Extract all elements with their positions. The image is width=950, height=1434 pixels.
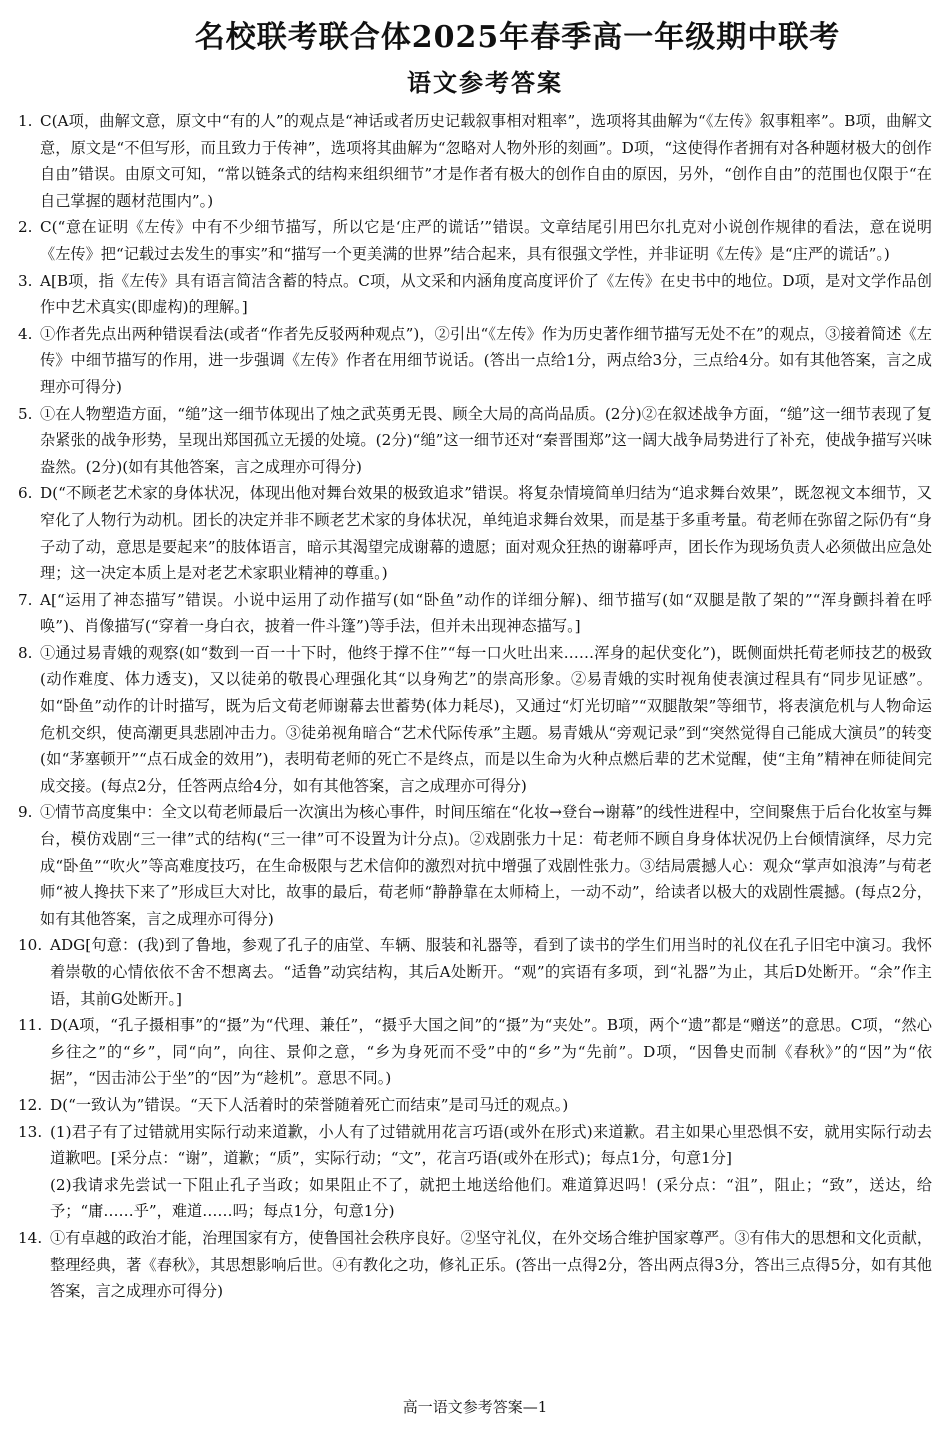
answer-item-11	[18, 1012, 932, 1092]
answer-text: A[“运用了神态描写”错误。小说中运用了动作描写(如“卧鱼”动作的详细分解)、细节描写(如“双腿是散了架的”“浑身颤抖着在呼唤”)、肖像描写(“穿着一身白衣，披着一件斗篷”)等手法，但并未出现神态描写。]	[40, 590, 932, 636]
answer-text: ADG[句意：(我)到了鲁地，参观了孔子的庙堂、车辆、服装和礼器等，看到了读书的学生们用当时的礼仪在孔子旧宅中演习。我怀着崇敬的心情依依不舍不想离去。“适鲁”动宾结构，其后A处断开。“观”的宾语有多项，到“礼器”为止，其后D处断开。“余”作主语，其前G处断开。]	[50, 936, 932, 1008]
answer-number: 3.	[18, 271, 33, 290]
answer-text: C(A项，曲解文意，原文中“有的人”的观点是“神话或者历史记载叙事相对粗率”，选项将其曲解为“《左传》叙事粗率”。B项，曲解文意，原文是“不但写形，而且致力于传神”，选项将其曲解为“忽略对人物外形的刻画”。D项，“这使得作者拥有对各种题材极大的创作自由”错误。由原文可知，“常以链条式的结构来组织细节”才是作者有极大的创作自由的原因，另外，“创作自由”的范围也仅限于“在自己掌握的题材范围内”。)	[40, 112, 932, 210]
answer-item-3	[18, 268, 932, 321]
answer-number: 9.	[18, 803, 33, 822]
answer-item-5	[18, 401, 932, 481]
answer-number: 12.	[18, 1095, 43, 1114]
answer-item-8	[18, 640, 932, 800]
answer-number: 6.	[18, 484, 33, 503]
answer-number: 2.	[18, 218, 33, 237]
answer-item-1	[18, 108, 932, 214]
answer-text-part-2: (2)我请求先尝试一下阻止孔子当政；如果阻止不了，就把土地送给他们。难道算迟吗！(采分点：“沮”，阻止；“致”，送达，给予；“庸……乎”，难道……吗；每点1分，句意1分)	[50, 1175, 932, 1221]
answer-text: ①有卓越的政治才能，治理国家有方，使鲁国社会秩序良好。②坚守礼仪，在外交场合维护国家尊严。③有伟大的思想和文化贡献，整理经典，著《春秋》，其思想影响后世。④有教化之功，修礼正乐。(答出一点得2分，答出两点得3分，答出三点得5分，如有其他答案，言之成理亦可得分)	[50, 1228, 932, 1301]
answer-text: D(A项，“孔子摄相事”的“摄”为“代理、兼任”，“摄乎大国之间”的“摄”为“夹处”。B项，两个“遗”都是“赠送”的意思。C项，“然心乡往之”的“乡”，同“向”，向往、景仰之意，“乡为身死而不受”中的“乡”为“先前”。D项，“因鲁史而制《春秋》”的“因”为“依据”，“因击沛公于坐”的“因”为“趁机”。意思不同。)	[50, 1016, 932, 1088]
answer-text: A[B项，指《左传》具有语言简洁含蓄的特点。C项，从文采和内涵角度高度评价了《左传》在史书中的地位。D项，是对文学作品创作中艺术真实(即虚构)的理解。]	[40, 271, 932, 317]
answer-number: 11.	[18, 1016, 43, 1035]
answer-item-6	[18, 480, 932, 586]
page-footer: 高一语文参考答案—1	[402, 1398, 548, 1416]
answer-text: ①作者先点出两种错误看法(或者“作者先反驳两种观点”)，②引出“《左传》作为历史著作细节描写无处不在”的观点，③接着简述《左传》中细节描写的作用，进一步强调《左传》作者在用细节说话。(答出一点给1分，两点给3分，三点给4分。如有其他答案，言之成理亦可得分)	[40, 324, 932, 396]
answer-item-4	[18, 321, 932, 401]
page-title: 名校联考联合体2025年春季高一年级期中联考	[194, 20, 841, 55]
answer-number: 4.	[18, 324, 33, 343]
answer-number: 14.	[18, 1228, 43, 1247]
answer-number: 10.	[18, 936, 43, 955]
answer-item-2	[18, 214, 932, 267]
answer-text: (1)君子有了过错就用实际行动来道歉，小人有了过错就用花言巧语(或外在形式)来道歉。君主如果心里恐惧不安，就用实际行动去道歉吧。[采分点：“谢”，道歉；“质”，实际行动；“文”，花言巧语(或外在形式)；每点1分，句意1分]	[50, 1122, 932, 1168]
answer-text: D(“一致认为”错误。“天下人活着时的荣誉随着死亡而结束”是司马迁的观点。)	[50, 1095, 569, 1114]
answer-number: 5.	[18, 404, 33, 423]
answer-item-14	[18, 1225, 932, 1305]
answer-text: C(“意在证明《左传》中有不少细节描写，所以它是‘庄严的谎话’”错误。文章结尾引用巴尔扎克对小说创作规律的看法，意在说明《左传》把“记载过去发生的事实”和“描写一个更美满的世界”结合起来，具有很强文学性，并非证明《左传》是“庄严的谎话”。)	[40, 218, 932, 263]
answer-item-13	[18, 1119, 932, 1225]
answer-text: ①在人物塑造方面，“缒”这一细节体现出了烛之武英勇无畏、顾全大局的高尚品质。(2分)②在叙述战争方面，“缒”这一细节表现了复杂紧张的战争形势，呈现出郑国孤立无援的处境。(2分)“缒”这一细节还对“秦晋围郑”这一阔大战争局势进行了补充，使战争描写兴味盎然。(2分)(如有其他答案，言之成理亦可得分)	[40, 404, 932, 476]
answer-text: D(“不顾老艺术家的身体状况，体现出他对舞台效果的极致追求”错误。将复杂情境简单归结为“追求舞台效果”，既忽视文本细节，又窄化了人物行为动机。团长的决定并非不顾老艺术家的身体状况，单纯追求舞台效果，而是基于多重考量。荀老师在弥留之际仍有“身子动了动，意思是要起来”的肢体语言，暗示其渴望完成谢幕的遗愿；面对观众狂热的谢幕呼声，团长作为现场负责人必须做出应急处理；这一决定本质上是对老艺术家职业精神的尊重。)	[40, 484, 932, 583]
page-subtitle: 语文参考答案	[407, 68, 563, 97]
answer-number: 1.	[18, 112, 33, 130]
answer-text: ①情节高度集中：全文以荀老师最后一次演出为核心事件，时间压缩在“化妆→登台→谢幕”的线性进程中，空间聚焦于后台化妆室与舞台，模仿戏剧“三一律”式的结构(“三一律”可不设置为计分点)。②戏剧张力十足：荀老师不顾自身身体状况仍上台倾情演绎，尽力完成“卧鱼”“吹火”等高难度技巧，在生命极限与艺术信仰的激烈对抗中增强了戏剧性张力。③结局震撼人心：观众“掌声如浪涛”与荀老师“被人搀扶下来了”形成巨大对比，故事的最后，荀老师“静静靠在太师椅上，一动不动”，给读者以极大的戏剧性震撼。(每点2分，如有其他答案，言之成理亦可得分)	[40, 803, 932, 928]
answer-number: 8.	[18, 643, 33, 662]
answer-text: ①通过易青娥的观察(如“数到一百一十下时，他终于撑不住”“每一口火吐出来……浑身的起伏变化”)，既侧面烘托荀老师技艺的极致(动作难度、体力透支)，又以徒弟的敬畏心理强化其“以身殉艺”的崇高形象。②易青娥的实时视角使表演过程具有“同步见证感”。如“卧鱼”动作的计时描写，既为后文荀老师谢幕去世蓄势(体力耗尽)，又通过“灯光切暗”“双腿散架”等细节，将表演危机与人物命运危机交织，使高潮更具悲剧冲击力。③徒弟视角暗合“艺术代际传承”主题。易青娥从“旁观记录”到“突然觉得自己能成大演员”的转变(如“茅塞顿开”“点石成金的效用”)，表明荀老师的死亡不是终点，而是以生命为火种点燃后辈的艺术觉醒，使“主角”精神在师徒间完成交接。(每点2分，任答两点给4分，如有其他答案，言之成理亦可得分)	[40, 643, 932, 795]
answer-item-10	[18, 932, 932, 1012]
answer-item-9	[18, 799, 932, 932]
answer-number: 7.	[18, 590, 33, 609]
answer-number: 13.	[18, 1122, 43, 1141]
answer-item-12	[18, 1092, 932, 1119]
answer-list	[18, 108, 932, 1305]
answer-item-7	[18, 587, 932, 640]
